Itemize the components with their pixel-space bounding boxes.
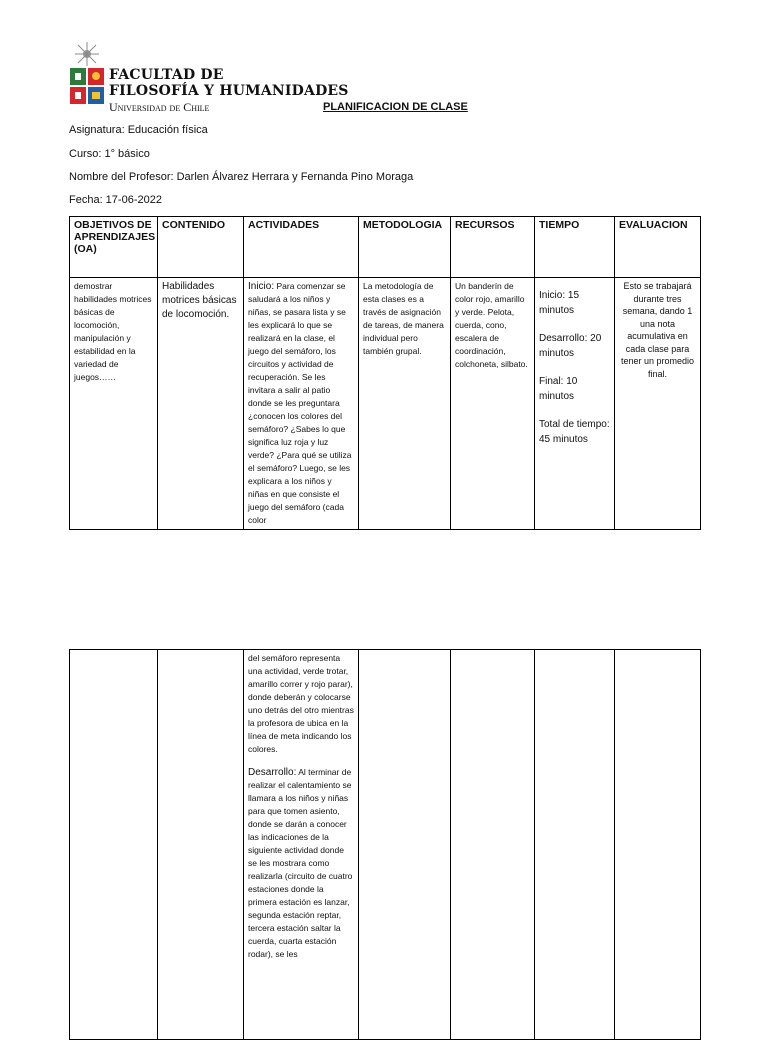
tiempo-cell-empty <box>535 650 615 1040</box>
desarrollo-block <box>248 766 354 961</box>
recursos-cell: Un banderín de color rojo, amarillo y verde. Pelota, cuerda, cono, escalera de coordinación, colchoneta, silbato. <box>451 278 535 530</box>
university-name: Universidad de Chile <box>109 100 210 114</box>
header-metodologia: METODOLOGIA <box>359 217 451 278</box>
header-evaluacion: EVALUACION <box>615 217 701 278</box>
lesson-plan-table <box>69 216 701 530</box>
actividades-cell-continued <box>244 650 359 1040</box>
date-line: Fecha: 17-06-2022 <box>69 194 162 206</box>
table-row <box>70 278 701 530</box>
table-row <box>70 650 701 1040</box>
tiempo-inicio: Inicio: 15 minutos <box>539 290 580 316</box>
evaluacion-cell-empty <box>615 650 701 1040</box>
course-line: Curso: 1° básico <box>69 148 150 160</box>
teacher-line: Nombre del Profesor: Darlen Álvarez Herrara y Fernanda Pino Moraga <box>69 171 414 183</box>
contenido-cell: Habilidades motrices básicas de locomoción. <box>158 278 244 530</box>
inicio-text: Para comenzar se saludará a los niños y niñas, se pasara lista y se les explicará lo que se realizará en la clase, el juego del semáforo, los circuitos y actividad de recuperación. Se les invitara a salir al patio donde se les preguntara ¿conocen los colores del semáforo? ¿Sabes lo que significa luz roja y luz verde? ¿Para qué se utiliza el semáforo? Luego, se les explicara a los niños y niñas en que consiste el juego del semáforo (cada color <box>248 281 352 525</box>
objetivos-cell: demostrar habilidades motrices básicas de locomoción, manipulación y estabilidad en la variedad de juegos…… <box>70 278 158 530</box>
actividades-continued-text: del semáforo representa una actividad, verde trotar, amarillo correr y rojo parar), donde deberán y colocarse uno detrás del otro mientras la profesora de ubica en la línea de meta indicando los colores. <box>248 653 354 754</box>
header-tiempo: TIEMPO <box>535 217 615 278</box>
university-seal-icon <box>67 40 107 114</box>
objetivos-cell-empty <box>70 650 158 1040</box>
header-actividades: ACTIVIDADES <box>244 217 359 278</box>
tiempo-final: Final: 10 minutos <box>539 376 578 402</box>
document-title: PLANIFICACION DE CLASE <box>323 101 468 113</box>
header-recursos: RECURSOS <box>451 217 535 278</box>
recursos-cell-empty <box>451 650 535 1040</box>
desarrollo-label: Desarrollo: <box>248 767 297 778</box>
faculty-logo <box>67 40 349 114</box>
faculty-name-line2: FILOSOFÍA Y HUMANIDADES <box>109 83 349 99</box>
metodologia-cell: La metodología de esta clases es a través de asignación de tareas, de manera individual pero también grupal. <box>359 278 451 530</box>
contenido-cell-empty <box>158 650 244 1040</box>
tiempo-total: Total de tiempo: 45 minutos <box>539 419 610 445</box>
tiempo-desarrollo: Desarrollo: 20 minutos <box>539 333 602 359</box>
tiempo-cell <box>535 278 615 530</box>
header-contenido: CONTENIDO <box>158 217 244 278</box>
inicio-label: Inicio: <box>248 281 275 292</box>
subject-line: Asignatura: Educación física <box>69 124 208 136</box>
evaluacion-cell: Esto se trabajará durante tres semana, dando 1 una nota acumulativa en cada clase para tener un promedio final. <box>615 278 701 530</box>
faculty-name-line1: FACULTAD DE <box>109 67 224 83</box>
table-header-row <box>70 217 701 278</box>
actividades-cell <box>244 278 359 530</box>
desarrollo-text: Al terminar de realizar el calentamiento se llamara a los niños y niñas para que tomen asiento, donde se darán a conocer las indicaciones de la siguiente actividad donde se les mostrara como realizarla (circuito de cuatro estaciones donde la primera estación es lanzar, segunda estación reptar, tercera estación saltar la cuerda, cuarta estación rodar), se les <box>248 767 353 959</box>
lesson-plan-table-continued <box>69 649 701 1040</box>
header-objetivos: OBJETIVOS DE APRENDIZAJES (OA) <box>70 217 158 278</box>
metodologia-cell-empty <box>359 650 451 1040</box>
